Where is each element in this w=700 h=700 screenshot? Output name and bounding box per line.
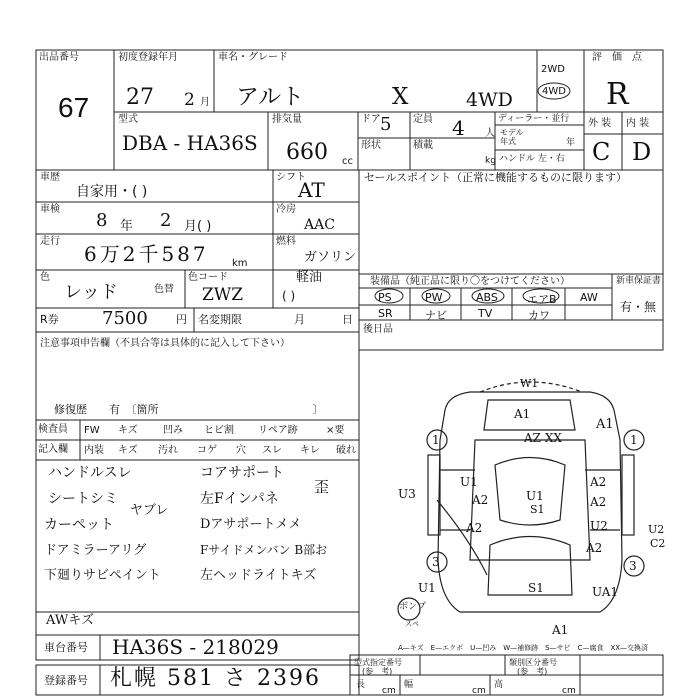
diagram-mark: AZ XX <box>524 431 562 445</box>
registration-value: 札幌 581 さ 2396 <box>110 666 321 691</box>
diagram-mark: A2 <box>586 541 603 555</box>
diagram-mark: ボンプ <box>399 602 427 612</box>
warranty-label: 新車保証書 <box>616 276 662 286</box>
inspection-year-unit: 年 <box>120 219 134 234</box>
color-code-label: 色コード <box>188 272 228 283</box>
inspector-label-1: 検査員 <box>38 424 68 435</box>
sales-point-label: セールスポイント（正常に機能するものに限ります） <box>364 171 628 184</box>
displacement-unit: cc <box>342 156 353 167</box>
fuel-alt: 軽油 <box>296 270 323 285</box>
ac-value: AAC <box>304 217 335 233</box>
diagram-mark: C2 <box>650 537 666 550</box>
inspector-row1-item: キズ <box>118 425 138 436</box>
inspection-month-unit: 月( ) <box>184 219 212 234</box>
width-label: 幅 <box>404 680 414 690</box>
width-unit: cm <box>472 686 486 696</box>
remark-left: 下廻りサビペイント <box>44 568 161 583</box>
recycle-unit: 円 <box>176 313 187 326</box>
remark-left: ハンドルスレ <box>48 465 132 481</box>
equip-navi: ナビ <box>425 309 447 322</box>
interior-label: 内 装 <box>626 118 650 129</box>
equip-aw: AW <box>580 291 598 304</box>
warranty-value: 有・無 <box>620 300 657 314</box>
drive-written: 4WD <box>466 89 513 111</box>
length-label: 長 <box>356 680 366 690</box>
inspector-row2-prefix: 内装 <box>84 445 104 456</box>
equip-pw: PW <box>425 291 443 304</box>
remark-left: AWキズ <box>46 613 94 628</box>
capacity-unit: 人 <box>485 128 495 139</box>
interior-grade: D <box>632 138 652 166</box>
exterior-label: 外 装 <box>588 118 612 129</box>
category-ref: (参 考) <box>517 667 548 676</box>
diagram-mark: W1 <box>520 377 539 390</box>
color-value: レッド <box>64 282 118 303</box>
recycle-label: R券 <box>40 313 59 326</box>
exterior-grade: C <box>592 138 611 166</box>
remark-left: ドアミラーアリグ <box>44 543 147 558</box>
type-value: DBA - HA36S <box>122 131 258 155</box>
diagram-mark: A2 <box>590 495 607 509</box>
diagram-mark: S1 <box>530 503 545 516</box>
shift-value: AT <box>298 178 325 202</box>
height-unit: cm <box>562 686 576 696</box>
displacement-value: 660 <box>286 140 328 165</box>
mileage-label: 走行 <box>40 236 60 247</box>
capacity-label: 定員 <box>413 114 433 125</box>
diagram-mark: U2 <box>590 519 608 533</box>
lot-label: 出品番号 <box>39 52 79 63</box>
remark-right: Fサイドメンバン B部お <box>200 543 328 557</box>
registration-label: 登録番号 <box>44 674 88 687</box>
drive-2wd: 2WD <box>541 64 565 75</box>
grade: X <box>392 84 409 110</box>
diagram-mark: A2 <box>590 475 607 489</box>
model-year-label: モデル 年式 <box>500 128 524 146</box>
dealer-label: ディーラー・並行 <box>498 114 570 124</box>
chassis-value: HA36S - 218029 <box>112 635 279 659</box>
remark-right: 左Fインパネ <box>200 491 279 507</box>
name-change-label: 名変期限 <box>198 313 242 326</box>
history-value: 自家用・( ) <box>76 184 148 200</box>
color-code-value: ZWZ <box>202 285 244 305</box>
notes-label: 注意事項申告欄（不具合等は具体的に記入して下さい） <box>40 338 290 349</box>
diagram-mark: U1 <box>526 489 544 503</box>
displacement-label: 排気量 <box>272 114 302 125</box>
remark-right: Dアサポートメメ <box>200 517 302 532</box>
shape-label: 形状 <box>361 140 381 151</box>
mileage-value: 6万2千587 <box>84 242 209 266</box>
equip-leather: カワ <box>528 309 550 322</box>
inspector-row2-item: スレ <box>262 445 282 456</box>
mileage-unit: km <box>232 258 248 269</box>
inspector-row2-item: コゲ <box>197 445 217 456</box>
inspector-row2-item: キズ <box>118 445 138 456</box>
equip-airbag: エアB <box>527 293 557 306</box>
diagram-mark: A2 <box>466 521 483 535</box>
equip-sr: SR <box>378 307 393 320</box>
inspector-row1-item: ヒビ割 <box>204 425 234 436</box>
diagram-mark: S1 <box>528 581 544 595</box>
equip-ps: PS <box>378 291 392 304</box>
rating-value: R <box>606 77 629 112</box>
diagram-mark: A1 <box>514 407 531 421</box>
inspector-label-2: 記入欄 <box>38 444 68 455</box>
recycle-value: 7500 <box>102 308 148 329</box>
doors-value: 5 <box>380 114 392 135</box>
doors-label: ドア <box>361 114 381 125</box>
category-label: 類別区分番号 <box>509 658 557 667</box>
inspector-row2-item: 穴 <box>236 445 246 456</box>
diagram-mark: 1 <box>630 433 638 447</box>
first-reg-month: 2 <box>184 90 195 110</box>
equip-tv: TV <box>478 307 493 320</box>
diagram-mark: A1 <box>552 623 569 637</box>
height-label: 高 <box>494 680 504 690</box>
diagram-mark: 1 <box>432 433 440 447</box>
model-label: 車名・グレード <box>218 52 288 63</box>
inspector-row1-item: リペア跡 <box>258 425 298 436</box>
inspector-row2-item: 汚れ <box>158 445 178 456</box>
type-num-label: 型式指定番号 <box>354 658 402 667</box>
type-label: 型式 <box>118 114 138 125</box>
color-label: 色 <box>40 272 50 283</box>
model-year-unit: 年 <box>566 138 576 148</box>
model-name: アルト <box>236 84 305 110</box>
fuel-other: ( ) <box>282 289 296 303</box>
first-reg-label: 初度登録年月 <box>118 52 178 63</box>
rating-label: 評 価 点 <box>592 52 642 63</box>
history-label: 車歴 <box>40 172 60 183</box>
type-num-ref: (参 考) <box>362 667 393 676</box>
remark-right: コアサポート <box>200 465 284 481</box>
length-unit: cm <box>382 686 396 696</box>
shift-label: シフト <box>276 172 306 183</box>
diagram-mark: U1 <box>460 475 478 489</box>
inspector-row2-item: 破れ <box>336 445 356 456</box>
chassis-label: 車台番号 <box>44 641 88 654</box>
ac-label: 冷房 <box>276 204 296 215</box>
repair-history: 修復歴 有 〔箇所 〕 <box>54 403 324 416</box>
diagram-mark: A1 <box>596 417 614 432</box>
remark-right-mark: 歪 <box>314 478 330 496</box>
fuel-value: ガソリン <box>304 250 357 265</box>
capacity-value: 4 <box>452 116 465 140</box>
inspector-row1-prefix: FW <box>84 425 100 436</box>
equip-abs: ABS <box>476 291 498 304</box>
damage-legend: A—キズ E—エクボ U—凹み W—補修跡 S—サビ C—腐食 XX—交換済 <box>398 644 649 652</box>
remark-left: カーペット <box>44 517 114 533</box>
load-label: 積載 <box>413 140 433 151</box>
diagram-mark: UA1 <box>592 585 619 599</box>
diagram-mark: U2 <box>648 523 665 536</box>
back-date-label: 後日品 <box>363 324 393 335</box>
lot-number: 67 <box>58 92 90 123</box>
diagram-mark: A2 <box>472 493 489 507</box>
inspector-row1-item: ×要 <box>326 425 345 436</box>
handle-label: ハンドル 左・右 <box>499 154 565 164</box>
name-change-day: 日 <box>342 313 353 326</box>
inspection-label: 車検 <box>40 204 60 215</box>
diagram-mark: U3 <box>398 487 416 501</box>
diagram-mark: 3 <box>432 555 440 569</box>
first-reg-month-unit: 月 <box>200 97 210 108</box>
color-change-label: 色替 <box>154 284 174 295</box>
name-change-month: 月 <box>294 313 305 326</box>
drive-4wd: 4WD <box>542 86 566 97</box>
inspector-row2-item: キレ <box>300 445 320 456</box>
fuel-label: 燃料 <box>276 236 296 247</box>
inspector-row1-item: 凹み <box>163 425 183 436</box>
inspection-month: 2 <box>160 210 172 231</box>
inspection-year: 8 <box>96 210 108 231</box>
diagram-mark: U1 <box>418 581 436 595</box>
equipment-label: 装備品（純正品に限り〇をつけてください） <box>370 276 570 287</box>
remark-right: 左ヘッドライトキズ <box>200 568 317 583</box>
remark-left: シートシミ <box>48 491 118 507</box>
diagram-mark: 3 <box>629 559 637 573</box>
diagram-mark: スペ <box>405 620 419 628</box>
load-unit: kg <box>485 156 496 166</box>
first-reg-year: 27 <box>126 85 154 110</box>
remark-left-brace: ヤブレ <box>130 503 169 518</box>
